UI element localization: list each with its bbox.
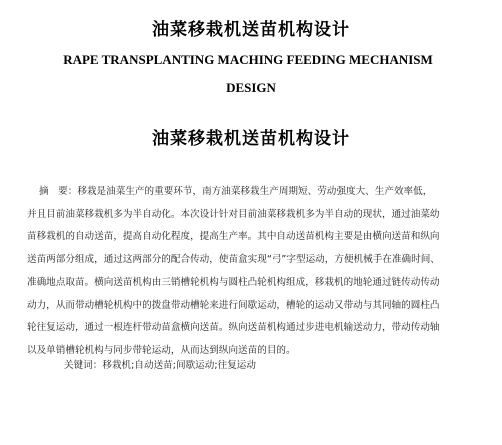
abstract-label: 摘 要： xyxy=(39,186,78,197)
abstract-line: 轮往复运动，通过一根连杆带动苗盒横向送苗。纵向送苗机构通过步进电机输送动力，带动传动轴 xyxy=(27,322,440,334)
document-title-cn: 油菜移栽机送苗机构设计 xyxy=(152,20,350,40)
abstract-line: 并且目前油菜移栽机多为半自动化。本次设计针对目前油菜移栽机多为半自动的现状，通过油菜幼 xyxy=(27,208,440,220)
abstract-paragraph xyxy=(27,181,471,363)
abstract-line xyxy=(39,181,471,204)
document-title-cn-repeat: 油菜移栽机送苗机构设计 xyxy=(152,129,350,149)
abstract-line: 送苗两部分组成，通过这两部分的配合传动，使苗盒实现“弓”字型运动，方便机械手在准确时间、 xyxy=(27,254,440,266)
abstract-line: 苗移栽机的自动送苗，提高自动化程度，提高生产率。其中自动送苗机构主要是由横向送苗和纵向 xyxy=(27,231,440,243)
keywords-line xyxy=(64,357,256,375)
keywords-label: 关键词： xyxy=(64,360,103,371)
abstract-text: 移栽是油菜生产的重要环节，南方油菜移栽生产周期短、劳动强度大、生产效率低， xyxy=(77,186,433,197)
document-title-en-line2: DESIGN xyxy=(226,80,276,95)
abstract-line: 以及单销槽轮机构与同步带轮运动，从而达到纵向送苗的目的。 xyxy=(27,344,296,356)
abstract-line: 准确地点取苗。横向送苗机构由三销槽轮机构与圆柱凸轮机构组成，移栽机的地轮通过链传动传动 xyxy=(27,276,440,288)
abstract-line: 动力，从而带动槽轮机构中的拨盘带动槽轮来进行间歇运动，槽轮的运动又带动与其同轴的圆柱凸 xyxy=(27,299,440,311)
keywords-text: 移栽机;自动送苗;间歇运动;往复运动 xyxy=(102,360,256,371)
document-title-en-line1: RAPE TRANSPLANTING MACHING FEEDING MECHANISM xyxy=(63,52,433,67)
